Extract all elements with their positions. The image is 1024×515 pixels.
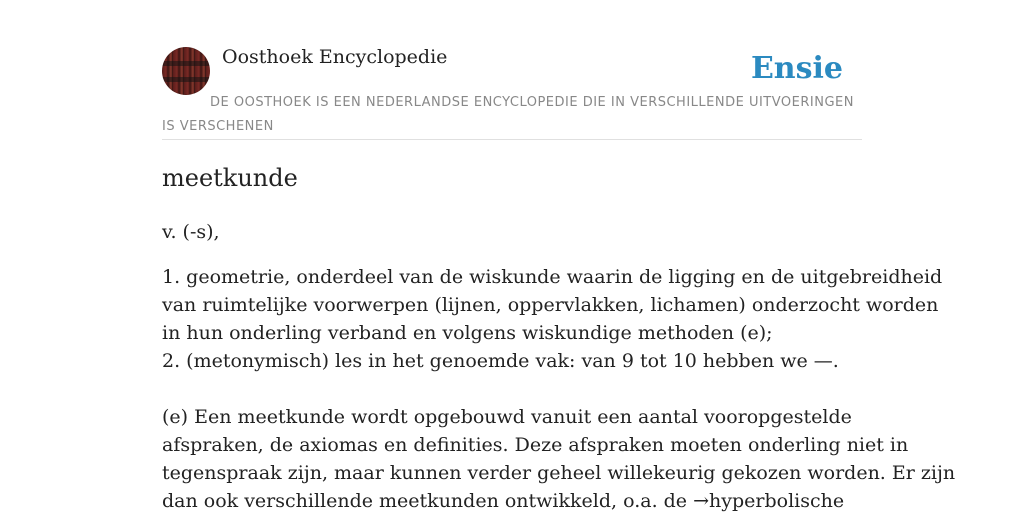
paragraph-gap	[162, 375, 862, 403]
book-spine-band	[162, 61, 210, 66]
definition-line: in hun onderling verband en volgens wiskundige methoden (e);	[162, 322, 773, 344]
definition-text	[162, 263, 956, 515]
ensie-brand-link[interactable]: Ensie	[750, 51, 843, 86]
book-spine-band	[162, 77, 210, 82]
page-container	[162, 0, 956, 512]
definition-line: 2. (metonymisch) les in het genoemde vak: van 9 tot 10 hebben we —.	[162, 350, 839, 372]
site-title-link[interactable]: Oosthoek Encyclopedie	[222, 46, 448, 68]
explanation-line	[162, 487, 862, 515]
definition-line: van ruimtelijke voorwerpen (lijnen, oppervlakken, lichamen) onderzocht worden	[162, 294, 939, 316]
article	[162, 160, 956, 512]
explanation-line-text: dan ook verschillende meetkunden ontwikkeld, o.a. de	[162, 490, 694, 512]
grammar-info: v. (-s),	[162, 221, 220, 243]
explanation-line: afspraken, de axiomas en definities. Deze afspraken moeten onderling niet in	[162, 434, 909, 456]
encyclopedia-logo-avatar[interactable]	[162, 47, 210, 95]
site-header	[162, 0, 862, 140]
explanation-line: (e) Een meetkunde wordt opgebouwd vanuit een aantal vooropgestelde	[162, 406, 852, 428]
cross-reference-link[interactable]	[693, 490, 844, 512]
cross-reference-label: hyperbolische	[709, 490, 845, 512]
entry-word: meetkunde	[162, 164, 298, 192]
explanation-line: tegenspraak zijn, maar kunnen verder geheel willekeurig gekozen worden. Er zijn	[162, 462, 956, 484]
site-tagline: DE OOSTHOEK IS EEN NEDERLANDSE ENCYCLOPEDIE DIE IN VERSCHILLENDE UITVOERINGEN IS VERSCHENEN	[162, 95, 854, 134]
arrow-right-icon: →	[693, 490, 710, 512]
definition-line: 1. geometrie, onderdeel van de wiskunde waarin de ligging en de uitgebreidheid	[162, 266, 943, 288]
